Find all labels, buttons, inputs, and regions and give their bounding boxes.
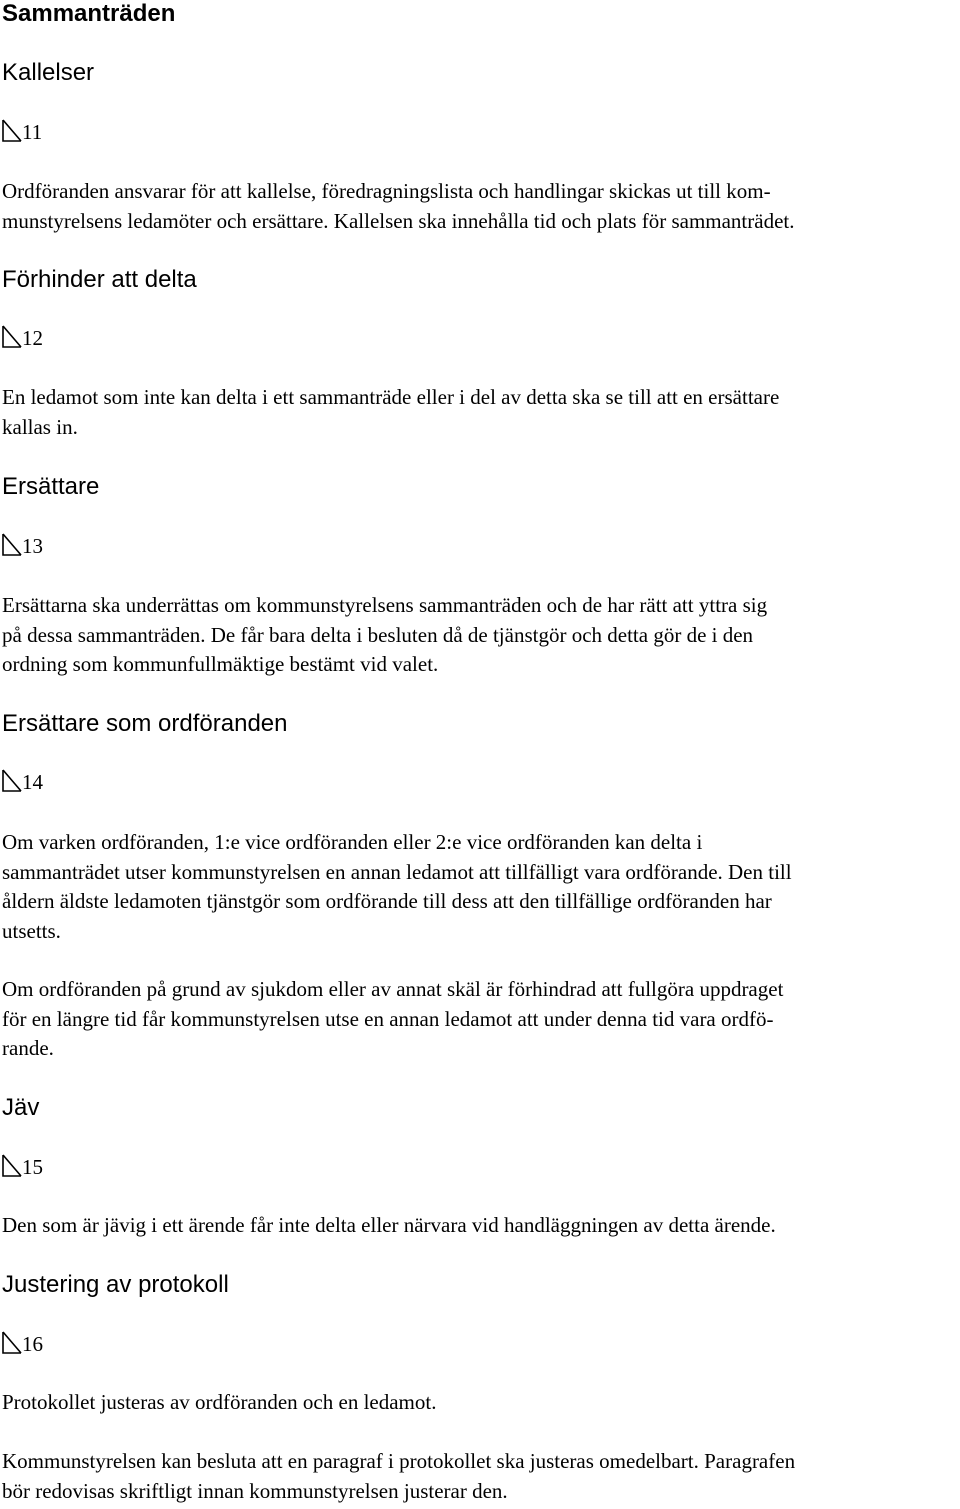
paragraph-line: rande.: [2, 1036, 54, 1060]
paragraph: [2, 1211, 957, 1241]
section-heading-jav: Jäv: [2, 1094, 40, 1121]
paragraph-line: Ersättarna ska underrättas om kommunstyrelsens sammanträden och de har rätt att yttra sig: [2, 593, 768, 617]
paragraph-line: munstyrelsens ledamöter och ersättare. Kallelsen ska innehålla tid och plats för sammanträdet.: [2, 208, 795, 233]
paragraph-number: [2, 325, 43, 349]
paragraph-line: Om ordföranden på grund av sjukdom eller av annat skäl är förhindrad att fullgöra uppdraget: [2, 977, 784, 1001]
paragraph-line: Den som är jävig i ett ärende får inte delta eller närvara vid handläggningen av detta ärende.: [2, 1213, 776, 1237]
section-sign-icon: [2, 1154, 22, 1178]
paragraph: [2, 1388, 957, 1418]
section-heading-justering: Justering av protokoll: [2, 1271, 229, 1298]
paragraph-line: ordning som kommunfullmäktige bestämt vid valet.: [2, 652, 439, 676]
paragraph-number-value: 11: [22, 120, 43, 144]
paragraph-line: bör redovisas skriftligt innan kommunstyrelsen justerar den.: [2, 1478, 508, 1503]
paragraph-number: [2, 1331, 43, 1355]
paragraph-line: utsetts.: [2, 918, 61, 943]
page-title: Sammanträden: [2, 0, 176, 27]
paragraph-line: åldern äldste ledamoten tjänstgör som ordförande till dess att den tillfällige ordföranden har: [2, 889, 772, 913]
section-sign-icon: [2, 1331, 22, 1355]
paragraph-line: Protokollet justeras av ordföranden och en ledamot.: [2, 1390, 437, 1414]
paragraph-line: Ordföranden ansvarar för att kallelse, föredragningslista och handlingar skickas ut till kom-: [2, 179, 771, 203]
paragraph-number: [2, 769, 43, 793]
paragraph-number-value: 14: [22, 770, 43, 794]
section-sign-icon: [2, 325, 22, 349]
paragraph-line: Om varken ordföranden, 1:e vice ordföranden eller 2:e vice ordföranden kan delta i: [2, 830, 703, 854]
section-heading-ersattare: Ersättare: [2, 473, 100, 500]
paragraph-number: [2, 119, 42, 143]
section-heading-ersattare-ordforanden: Ersättare som ordföranden: [2, 710, 288, 737]
section-heading-forhinder: Förhinder att delta: [2, 266, 197, 293]
paragraph-number-value: 16: [22, 1332, 43, 1356]
paragraph-line: sammanträdet utser kommunstyrelsen en annan ledamot att tillfälligt vara ordförande. Den till: [2, 859, 792, 884]
paragraph: [2, 383, 957, 442]
paragraph-line: kallas in.: [2, 414, 78, 439]
section-heading-kallelser: Kallelser: [2, 59, 95, 86]
section-sign-icon: [2, 769, 22, 793]
paragraph: [2, 591, 957, 680]
paragraph: [2, 975, 957, 1064]
paragraph-line: En ledamot som inte kan delta i ett sammanträde eller i del av detta ska se till att en ersättare: [2, 385, 780, 409]
paragraph-number: [2, 1154, 43, 1178]
paragraph: [2, 828, 957, 946]
paragraph-line: för en längre tid får kommunstyrelsen utse en annan ledamot att under denna tid vara ordfö-: [2, 1006, 774, 1031]
paragraph-line: på dessa sammanträden. De får bara delta i besluten då de tjänstgör och detta gör de i den: [2, 622, 754, 647]
paragraph: [2, 1447, 957, 1506]
paragraph-number-value: 13: [22, 534, 43, 558]
section-sign-icon: [2, 533, 22, 557]
paragraph-line: Kommunstyrelsen kan besluta att en paragraf i protokollet ska justeras omedelbart. Paragrafen: [2, 1449, 796, 1473]
paragraph-number-value: 12: [22, 326, 43, 350]
paragraph: [2, 177, 957, 236]
section-sign-icon: [2, 119, 22, 143]
paragraph-number-value: 15: [22, 1155, 43, 1179]
paragraph-number: [2, 533, 43, 557]
